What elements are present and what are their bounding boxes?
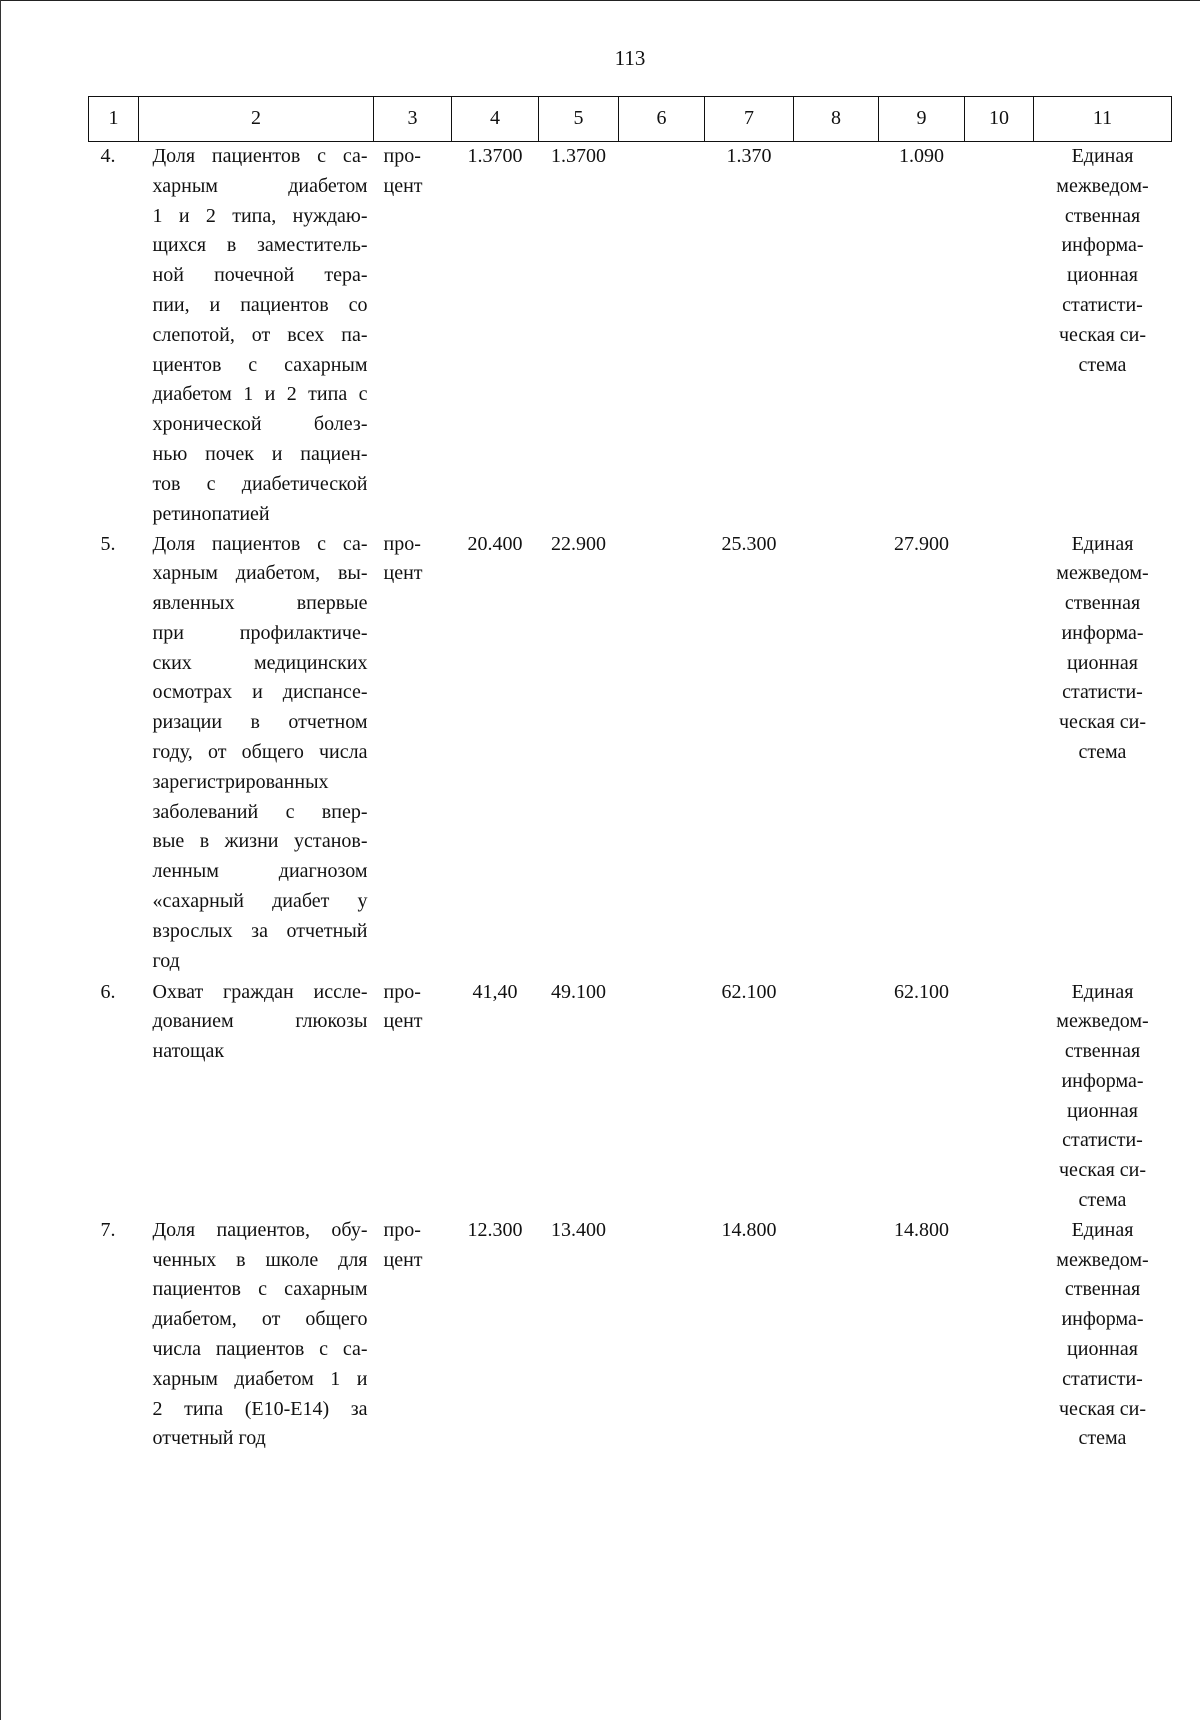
scan-edge-top <box>0 0 1200 1</box>
source-line: межведом- <box>1056 1248 1149 1271</box>
source-line: межведом- <box>1056 1010 1149 1033</box>
value-c5: 1.3700 <box>551 145 606 167</box>
source-line: ческая си- <box>1058 323 1147 346</box>
source-cell <box>1034 530 1172 978</box>
name-line: вые в жизни установ- <box>152 830 368 853</box>
name-line: осмотрах и диспансе- <box>152 681 368 704</box>
source-line: ственная <box>1064 1040 1141 1063</box>
source-line: ственная <box>1064 1278 1141 1301</box>
source-line: информа- <box>1061 1308 1144 1331</box>
name-line: харным диабетом <box>152 174 368 197</box>
indicators-table <box>88 96 1172 1476</box>
name-line: явленных впервые <box>152 592 368 615</box>
header-cell: 9 <box>879 97 965 142</box>
table-row <box>89 142 1172 530</box>
unit-line: про- <box>383 980 421 1003</box>
value-c8 <box>794 978 879 1216</box>
name-line: харным диабетом 1 и <box>152 1367 368 1390</box>
source-line: информа- <box>1061 621 1144 644</box>
name-line: пациентов с сахарным <box>152 1278 368 1301</box>
name-line: числа пациентов с са- <box>152 1338 368 1361</box>
source-cell <box>1034 1216 1172 1476</box>
name-line: Охват граждан иссле- <box>152 980 368 1003</box>
source-line: стема <box>1078 741 1127 764</box>
unit-cell <box>374 1216 452 1476</box>
name-line: Доля пациентов, обу- <box>152 1218 368 1241</box>
unit-line: цент <box>383 1010 423 1033</box>
name-line: год <box>152 949 180 972</box>
source-line: межведом- <box>1056 174 1149 197</box>
value-c6 <box>619 978 705 1216</box>
name-line: нью почек и пациен- <box>152 442 368 465</box>
header-cell: 8 <box>794 97 879 142</box>
name-line: отчетный год <box>152 1427 266 1450</box>
unit-line: про- <box>383 532 421 555</box>
header-row <box>89 97 1172 142</box>
source-line: информа- <box>1061 234 1144 257</box>
unit-line: цент <box>383 562 423 585</box>
value-c7: 62.100 <box>721 980 777 1003</box>
name-line: Доля пациентов с са- <box>152 532 368 555</box>
source-line: Единая <box>1071 145 1134 167</box>
name-line: диабетом 1 и 2 типа с <box>152 383 368 406</box>
name-line: ченных в школе для <box>152 1248 368 1271</box>
name-line: харным диабетом, вы- <box>152 562 368 585</box>
source-line: статисти- <box>1062 1367 1143 1390</box>
name-line: «сахарный диабет у <box>152 890 368 913</box>
header-cell: 11 <box>1034 97 1172 142</box>
unit-line: цент <box>383 1248 423 1271</box>
value-c4: 12.300 <box>467 1218 523 1241</box>
source-line: статисти- <box>1062 681 1143 704</box>
header-cell: 4 <box>452 97 539 142</box>
source-line: информа- <box>1061 1069 1144 1092</box>
header-cell: 7 <box>705 97 794 142</box>
row-number: 5. <box>100 532 116 555</box>
name-line: тов с диабетической <box>152 472 368 495</box>
table-row <box>89 530 1172 978</box>
unit-cell <box>374 530 452 978</box>
indicator-name <box>139 142 374 530</box>
value-c8 <box>794 142 879 530</box>
source-line: ционная <box>1067 1338 1138 1361</box>
value-c5: 22.900 <box>551 532 606 555</box>
source-line: стема <box>1078 1189 1127 1212</box>
value-c10 <box>965 530 1034 978</box>
row-number: 7. <box>100 1218 116 1241</box>
source-line: стема <box>1078 353 1127 376</box>
unit-line: про- <box>383 145 421 167</box>
source-line: ческая си- <box>1058 711 1147 734</box>
name-line: заболеваний с впер- <box>152 800 368 823</box>
name-line: Доля пациентов с са- <box>152 145 368 167</box>
source-line: статисти- <box>1062 1129 1143 1152</box>
scan-edge-left <box>0 0 1 1720</box>
name-line: диабетом, от общего <box>152 1308 368 1331</box>
header-cell: 3 <box>374 97 452 142</box>
value-c5: 49.100 <box>551 980 606 1003</box>
source-line: ционная <box>1067 1099 1138 1122</box>
name-line: слепотой, от всех па- <box>152 323 368 346</box>
value-c10 <box>965 142 1034 530</box>
name-line: ризации в отчетном <box>152 711 368 734</box>
indicator-name <box>139 530 374 978</box>
source-line: ционная <box>1067 651 1138 674</box>
source-cell <box>1034 142 1172 530</box>
value-c7: 14.800 <box>721 1218 777 1241</box>
name-line: ной почечной тера- <box>152 264 368 287</box>
value-c8 <box>794 1216 879 1476</box>
value-c4: 1.3700 <box>467 145 523 167</box>
source-line: статисти- <box>1062 293 1143 316</box>
header-cell: 10 <box>965 97 1034 142</box>
source-line: Единая <box>1071 532 1134 555</box>
value-c10 <box>965 1216 1034 1476</box>
unit-line: про- <box>383 1218 421 1241</box>
source-cell <box>1034 978 1172 1216</box>
name-line: пии, и пациентов со <box>152 293 368 316</box>
unit-line: цент <box>383 174 423 197</box>
name-line: 1 и 2 типа, нуждаю- <box>152 204 368 227</box>
name-line: ских медицинских <box>152 651 368 674</box>
source-line: межведом- <box>1056 562 1149 585</box>
value-c7: 25.300 <box>721 532 777 555</box>
value-c9: 27.900 <box>894 532 949 555</box>
source-line: Единая <box>1071 1218 1134 1241</box>
name-line: зарегистрированных <box>152 770 329 793</box>
name-line: 2 типа (E10-E14) за <box>152 1397 368 1420</box>
name-line: году, от общего числа <box>152 741 368 764</box>
row-number: 4. <box>100 145 116 167</box>
value-c6 <box>619 1216 705 1476</box>
value-c8 <box>794 530 879 978</box>
value-c6 <box>619 142 705 530</box>
name-line: при профилактиче- <box>152 621 368 644</box>
name-line: щихся в заместитель- <box>152 234 368 257</box>
value-c9: 14.800 <box>894 1218 949 1241</box>
name-line: ленным диагнозом <box>152 860 368 883</box>
value-c4: 20.400 <box>467 532 523 555</box>
name-line: взрослых за отчетный <box>152 919 368 942</box>
source-line: стема <box>1078 1427 1127 1450</box>
indicator-name <box>139 978 374 1216</box>
name-line: хронической болез- <box>152 413 368 436</box>
value-c4: 41,40 <box>472 980 518 1003</box>
unit-cell <box>374 978 452 1216</box>
value-c6 <box>619 530 705 978</box>
table-row <box>89 978 1172 1216</box>
page-number: 113 <box>614 46 646 70</box>
value-c9: 1.090 <box>899 145 944 167</box>
source-line: Единая <box>1071 980 1134 1003</box>
source-line: ческая си- <box>1058 1159 1147 1182</box>
name-line: натощак <box>152 1040 225 1063</box>
header-cell: 6 <box>619 97 705 142</box>
name-line: циентов с сахарным <box>152 353 368 376</box>
header-cell: 1 <box>89 97 139 142</box>
value-c7: 1.370 <box>726 145 772 167</box>
source-line: ционная <box>1067 264 1138 287</box>
value-c10 <box>965 978 1034 1216</box>
indicator-name <box>139 1216 374 1476</box>
name-line: дованием глюкозы <box>152 1010 368 1033</box>
name-line: ретинопатией <box>152 502 270 525</box>
header-cell: 2 <box>139 97 374 142</box>
value-c5: 13.400 <box>551 1218 606 1241</box>
header-cell: 5 <box>539 97 619 142</box>
source-line: ственная <box>1064 204 1141 227</box>
source-line: ственная <box>1064 592 1141 615</box>
table-row <box>89 1216 1172 1476</box>
row-number: 6. <box>100 980 116 1003</box>
source-line: ческая си- <box>1058 1397 1147 1420</box>
value-c9: 62.100 <box>894 980 949 1003</box>
unit-cell <box>374 142 452 530</box>
